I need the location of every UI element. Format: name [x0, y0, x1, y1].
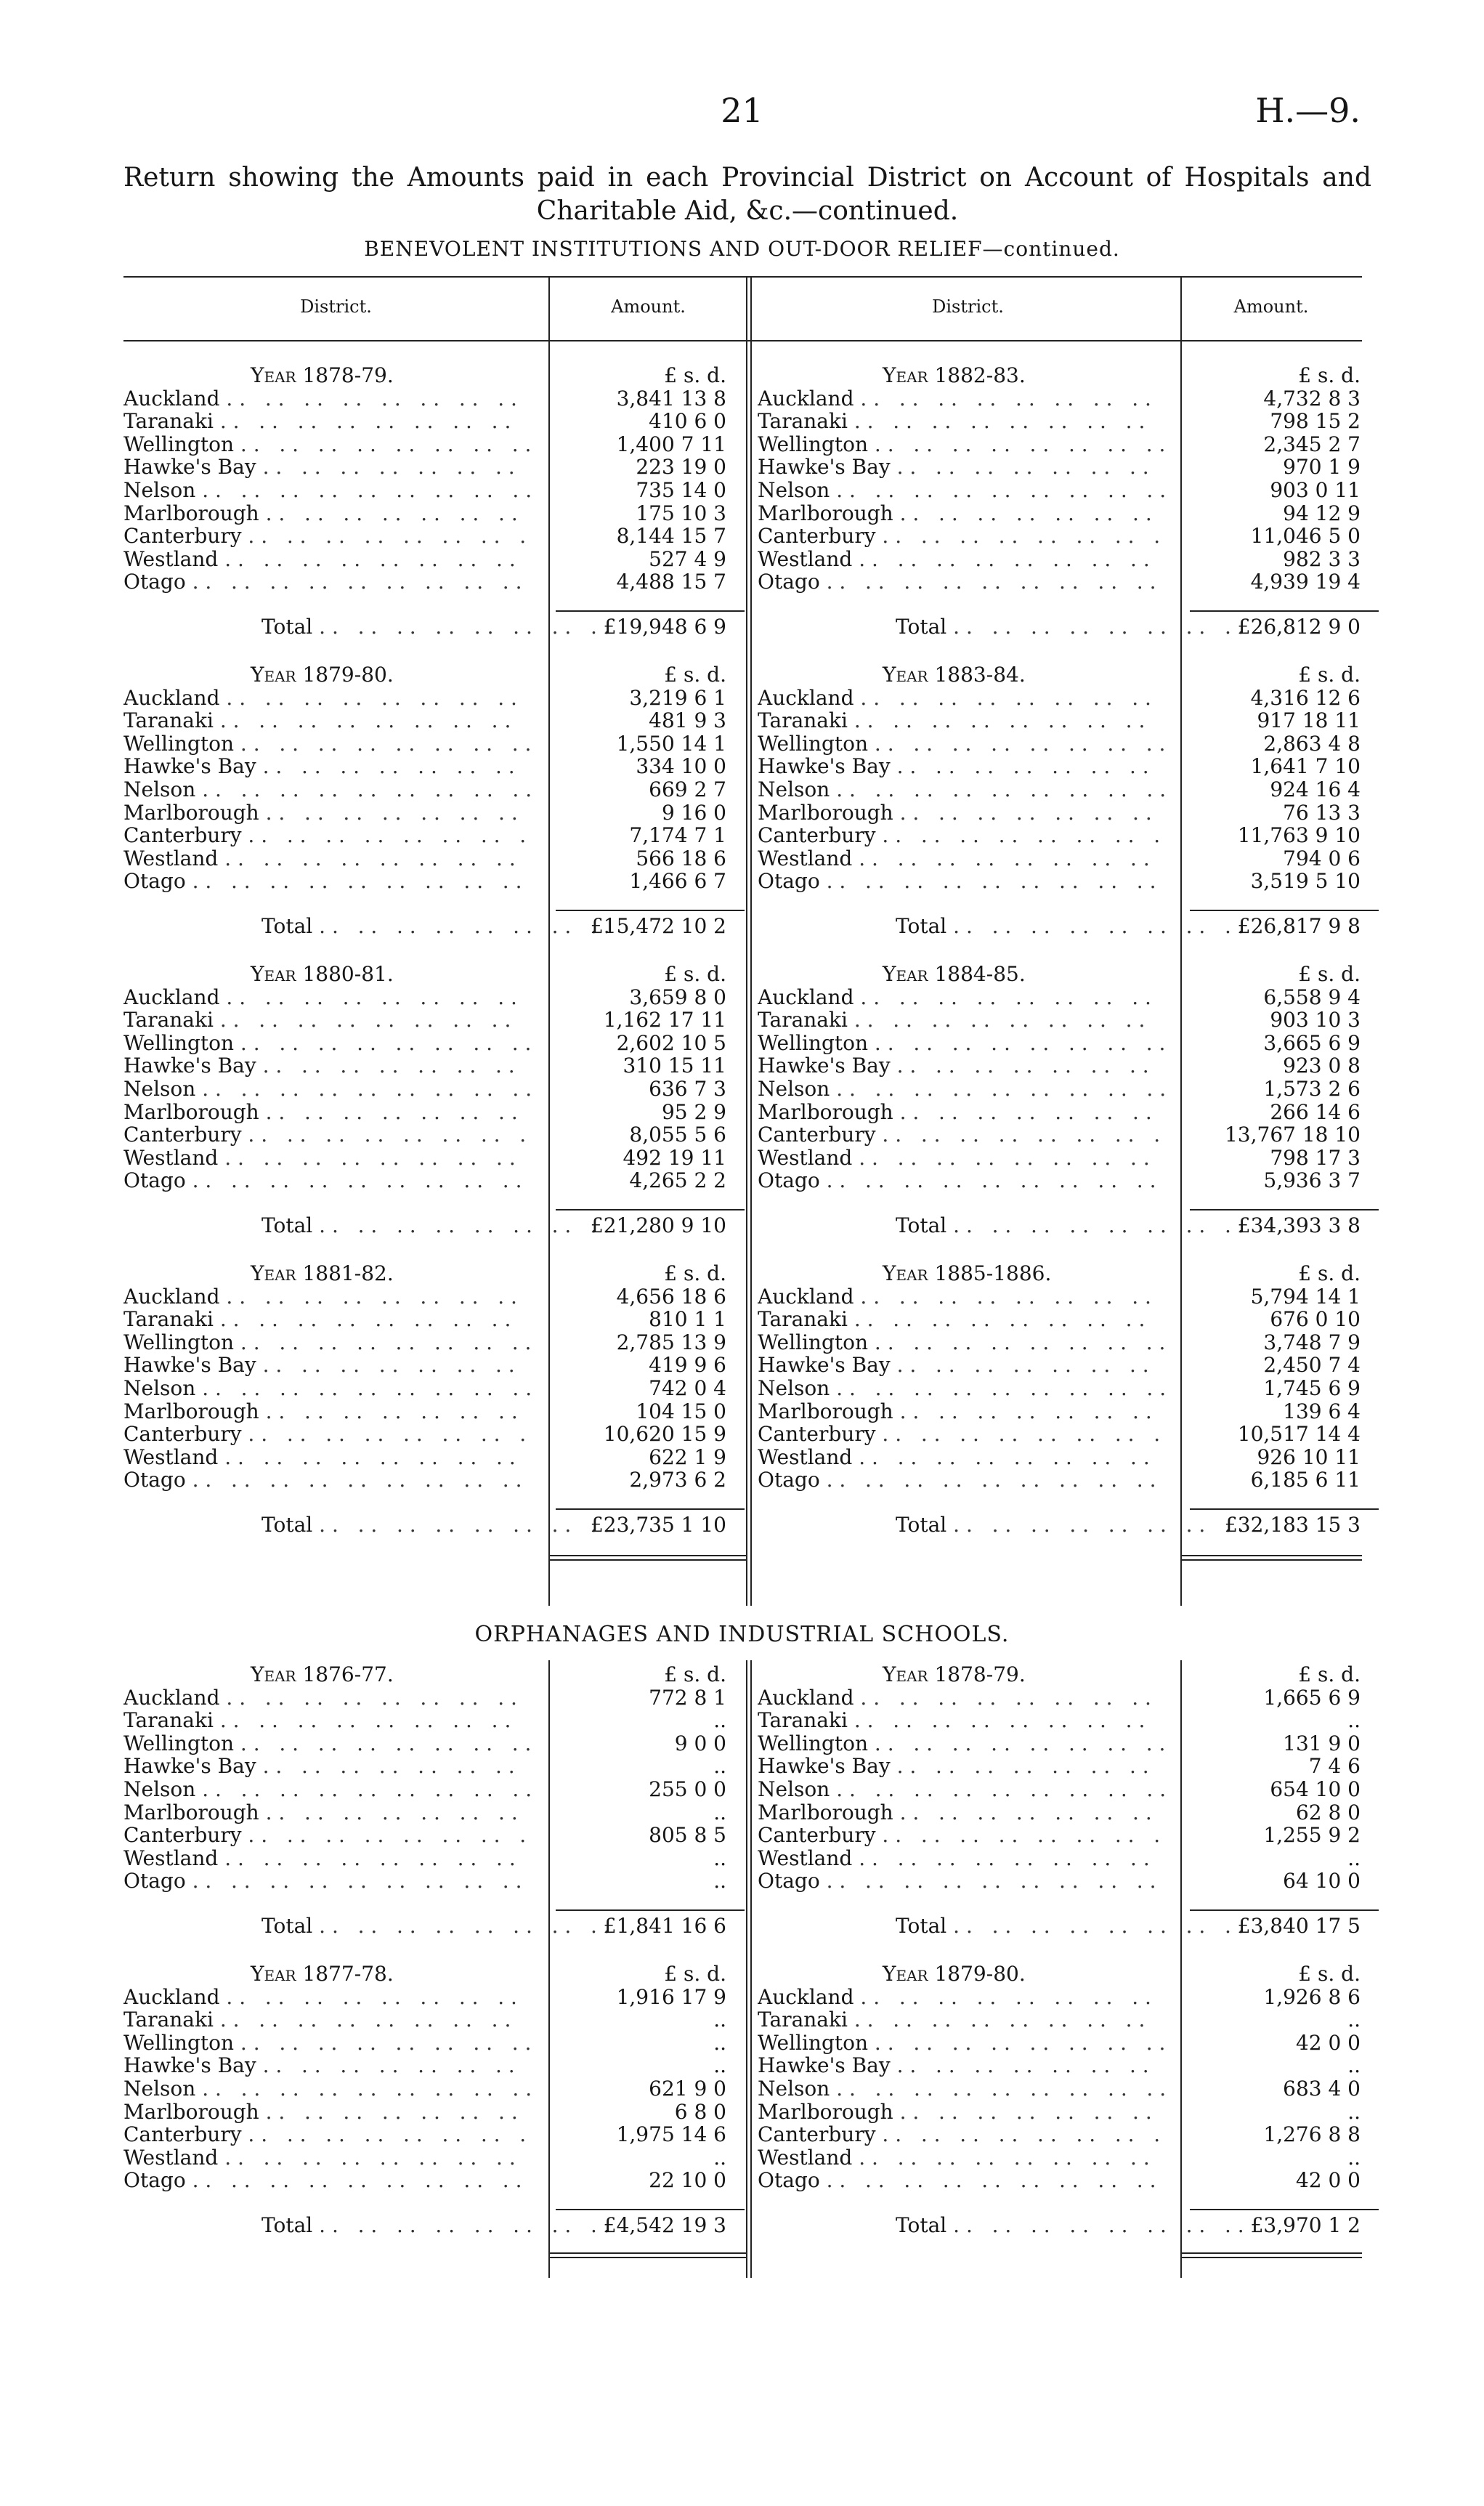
amount-value: 798 17 3: [1270, 1145, 1361, 1170]
total-value: £1,841 16 6: [603, 1914, 726, 1938]
district-name: Auckland . .: [123, 985, 530, 1009]
amount-value: 2,602 10 5: [616, 1030, 726, 1055]
total-rule: [556, 610, 745, 612]
total-rule: [1190, 610, 1379, 612]
district-name: Hawke's Bay . .: [758, 1054, 1164, 1078]
district-name: Nelson . .: [123, 478, 530, 502]
total-rule: [556, 1909, 745, 1911]
amount-value: 255 0 0: [649, 1777, 726, 1801]
district-name: Canterbury . .: [758, 1123, 1164, 1147]
district-name: Marlborough . .: [123, 501, 530, 525]
amount-value: 622 1 9: [649, 1444, 726, 1469]
district-name: Marlborough . .: [123, 801, 530, 825]
district-name: Otago . .: [123, 1869, 530, 1893]
district-name: Wellington . .: [123, 1731, 530, 1755]
district-name: Otago . .: [123, 570, 530, 594]
section-title-benevolent: BENEVOLENT INSTITUTIONS AND OUT-DOOR RELIEF—continued.: [364, 237, 1120, 261]
district-name: Wellington . .: [123, 1330, 530, 1354]
district-name: Otago . .: [758, 1468, 1164, 1492]
district-name: Canterbury . .: [123, 524, 530, 548]
amount-value: 10,517 14 4: [1237, 1422, 1361, 1447]
district-name: Hawke's Bay . .: [758, 754, 1164, 778]
district-name: Nelson . .: [758, 1376, 1164, 1400]
district-name: Hawke's Bay . .: [758, 1754, 1164, 1778]
currency-header: £ s. d.: [1298, 1962, 1361, 1986]
amount-value: 94 12 9: [1283, 501, 1361, 525]
currency-header: £ s. d.: [664, 1261, 726, 1285]
district-name: Taranaki . .: [123, 1307, 530, 1331]
district-name: Hawke's Bay . .: [123, 754, 530, 778]
table-bottom-rule: [548, 1559, 746, 1561]
amount-value: 2,973 6 2: [629, 1468, 726, 1492]
amount-value: 131 9 0: [1283, 1731, 1361, 1755]
district-name: Marlborough . .: [758, 1100, 1164, 1124]
district-name: Marlborough . .: [758, 501, 1164, 525]
table-bottom-rule: [548, 2252, 746, 2254]
amount-value: 6,558 9 4: [1263, 985, 1361, 1009]
amount-value: 7,174 7 1: [629, 823, 726, 848]
district-name: Canterbury . .: [123, 1823, 530, 1847]
col-rule: [750, 276, 752, 1606]
amount-value: 917 18 11: [1257, 708, 1361, 733]
amount-value: 1,926 8 6: [1263, 1984, 1361, 2009]
amount-value: ..: [713, 2145, 726, 2170]
currency-header: £ s. d.: [664, 1962, 726, 1986]
amount-value: 1,162 17 11: [603, 1008, 726, 1032]
district-name: Marlborough . .: [758, 1399, 1164, 1423]
page-title: Return showing the Amounts paid in each Provincial District on Account of Hospitals and Charitable Aid, &c.—continued.: [123, 163, 1371, 226]
table-bottom-rule: [1180, 1559, 1362, 1561]
district-name: Nelson . .: [758, 1077, 1164, 1101]
district-name: Taranaki . .: [758, 409, 1164, 433]
amount-value: 924 16 4: [1270, 777, 1361, 801]
total-rule: [1190, 1508, 1379, 1510]
district-name: Marlborough . .: [123, 2100, 530, 2124]
district-name: Wellington . .: [123, 432, 530, 456]
amount-value: 2,345 2 7: [1263, 432, 1361, 456]
table-bottom-rule: [1180, 2252, 1362, 2254]
amount-value: ..: [713, 2053, 726, 2078]
amount-value: 22 10 0: [649, 2168, 726, 2193]
district-name: Westland . .: [758, 547, 1164, 571]
district-name: Wellington . .: [123, 732, 530, 756]
total-value: £3,970 1 2: [1250, 2213, 1361, 2237]
amount-value: 636 7 3: [649, 1077, 726, 1101]
amount-value: 104 15 0: [636, 1399, 726, 1423]
section-title-orphanages: ORPHANAGES AND INDUSTRIAL SCHOOLS.: [474, 1622, 1010, 1647]
amount-value: 76 13 3: [1283, 800, 1361, 825]
amount-value: 527 4 9: [649, 546, 726, 571]
district-name: Canterbury . .: [758, 524, 1164, 548]
table-bottom-rule: [548, 2257, 746, 2258]
header-amount-right: Amount.: [1233, 296, 1309, 317]
district-name: Canterbury . .: [758, 1422, 1164, 1446]
total-label: Total . .: [261, 1914, 668, 1938]
table-top-rule: [123, 276, 1362, 278]
currency-header: £ s. d.: [1298, 1261, 1361, 1285]
district-name: Otago . .: [758, 570, 1164, 594]
district-name: Auckland . .: [758, 1985, 1164, 2009]
total-rule: [1190, 1909, 1379, 1911]
district-name: Auckland . .: [758, 1686, 1164, 1710]
amount-value: 1,550 14 1: [616, 731, 726, 756]
total-rule: [1190, 2209, 1379, 2210]
amount-value: 492 19 11: [623, 1145, 726, 1170]
district-name: Otago . .: [758, 2168, 1164, 2192]
amount-value: 4,488 15 7: [616, 570, 726, 594]
district-name: Taranaki . .: [758, 2008, 1164, 2032]
col-rule: [750, 1660, 752, 2278]
amount-value: 3,659 8 0: [629, 985, 726, 1009]
district-name: Taranaki . .: [123, 708, 530, 732]
total-label: Total . .: [896, 914, 1302, 938]
amount-value: ..: [1347, 2008, 1361, 2032]
header-district-left: District.: [300, 296, 372, 317]
year-label: Year 1883-84.: [883, 663, 1026, 687]
district-name: Wellington . .: [758, 432, 1164, 456]
district-name: Taranaki . .: [123, 2008, 530, 2032]
table-bottom-rule: [1180, 2257, 1362, 2258]
district-name: Auckland . .: [758, 985, 1164, 1009]
amount-value: 8,144 15 7: [616, 524, 726, 549]
amount-value: 4,656 18 6: [616, 1284, 726, 1309]
district-name: Nelson . .: [758, 1777, 1164, 1801]
currency-header: £ s. d.: [1298, 1662, 1361, 1686]
amount-value: 11,046 5 0: [1250, 524, 1361, 549]
district-name: Otago . .: [758, 869, 1164, 893]
year-label: Year 1884-85.: [883, 962, 1026, 986]
total-label: Total . .: [896, 1213, 1302, 1237]
total-label: Total . .: [261, 2213, 668, 2237]
district-name: Nelson . .: [758, 2077, 1164, 2101]
district-name: Nelson . .: [123, 1077, 530, 1101]
total-value: £26,817 9 8: [1237, 914, 1361, 938]
amount-value: 7 4 6: [1308, 1754, 1361, 1779]
district-name: Wellington . .: [123, 1031, 530, 1055]
district-name: Canterbury . .: [123, 1123, 530, 1147]
district-name: Otago . .: [758, 1168, 1164, 1192]
amount-value: 669 2 7: [649, 777, 726, 801]
amount-value: 2,450 7 4: [1263, 1353, 1361, 1378]
amount-value: 903 0 11: [1270, 478, 1361, 502]
total-rule: [556, 1209, 745, 1210]
district-name: Marlborough . .: [123, 1800, 530, 1824]
district-name: Westland . .: [123, 2146, 530, 2170]
district-name: Westland . .: [123, 846, 530, 870]
total-value: £4,542 19 3: [603, 2213, 726, 2237]
district-name: Wellington . .: [758, 732, 1164, 756]
district-name: Otago . .: [758, 1869, 1164, 1893]
amount-value: 410 6 0: [649, 409, 726, 434]
district-name: Auckland . .: [123, 1686, 530, 1710]
amount-value: 654 10 0: [1270, 1777, 1361, 1801]
amount-value: 621 9 0: [649, 2077, 726, 2101]
amount-value: 310 15 11: [623, 1054, 726, 1078]
district-name: Hawke's Bay . .: [123, 455, 530, 479]
amount-value: 1,745 6 9: [1263, 1376, 1361, 1400]
currency-header: £ s. d.: [664, 663, 726, 687]
table-bottom-rule: [548, 1555, 746, 1556]
district-name: Westland . .: [123, 547, 530, 571]
district-name: Wellington . .: [758, 1731, 1164, 1755]
amount-value: 334 10 0: [636, 754, 726, 779]
amount-value: ..: [713, 1846, 726, 1870]
district-name: Otago . .: [123, 1168, 530, 1192]
amount-value: 1,975 14 6: [616, 2122, 726, 2147]
amount-value: 4,265 2 2: [629, 1168, 726, 1193]
amount-value: ..: [1347, 2099, 1361, 2124]
amount-value: 10,620 15 9: [603, 1422, 726, 1447]
district-name: Hawke's Bay . .: [758, 2053, 1164, 2077]
district-name: Taranaki . .: [758, 1708, 1164, 1732]
district-name: Otago . .: [123, 869, 530, 893]
amount-value: 970 1 9: [1283, 455, 1361, 480]
district-name: Canterbury . .: [123, 2122, 530, 2146]
total-value: £3,840 17 5: [1237, 1914, 1361, 1938]
amount-value: 982 3 3: [1283, 546, 1361, 571]
district-name: Canterbury . .: [758, 823, 1164, 847]
amount-value: 1,641 7 10: [1250, 754, 1361, 779]
total-value: £15,472 10 2: [590, 914, 726, 938]
amount-value: 62 8 0: [1295, 1800, 1361, 1824]
amount-value: 9 16 0: [661, 800, 726, 825]
header-amount-left: Amount.: [611, 296, 686, 317]
amount-value: 266 14 6: [1270, 1099, 1361, 1124]
amount-value: 903 10 3: [1270, 1008, 1361, 1032]
district-name: Westland . .: [123, 1445, 530, 1469]
total-value: £21,280 9 10: [590, 1213, 726, 1237]
currency-header: £ s. d.: [664, 1662, 726, 1686]
district-name: Westland . .: [123, 1146, 530, 1170]
district-name: Wellington . .: [758, 1031, 1164, 1055]
amount-value: ..: [713, 2030, 726, 2055]
district-name: Marlborough . .: [123, 1100, 530, 1124]
page-number: 21: [721, 91, 763, 130]
amount-value: ..: [713, 1869, 726, 1893]
district-name: Canterbury . .: [758, 2122, 1164, 2146]
year-label: Year 1880-81.: [251, 962, 394, 986]
amount-value: 3,665 6 9: [1263, 1030, 1361, 1055]
amount-value: ..: [713, 1708, 726, 1733]
col-rule: [746, 1660, 747, 2278]
amount-value: 1,573 2 6: [1263, 1077, 1361, 1101]
amount-value: 735 14 0: [636, 478, 726, 502]
year-label: Year 1876-77.: [251, 1662, 394, 1686]
district-name: Taranaki . .: [123, 1708, 530, 1732]
table-bottom-rule: [1180, 1555, 1362, 1556]
district-name: Hawke's Bay . .: [123, 1754, 530, 1778]
currency-header: £ s. d.: [1298, 962, 1361, 986]
district-name: Westland . .: [758, 1846, 1164, 1870]
district-name: Hawke's Bay . .: [123, 1054, 530, 1078]
total-label: Total . .: [896, 1513, 1302, 1537]
year-label: Year 1881-82.: [251, 1261, 394, 1285]
currency-header: £ s. d.: [664, 363, 726, 387]
amount-value: 4,316 12 6: [1250, 685, 1361, 710]
district-name: Nelson . .: [123, 777, 530, 801]
amount-value: 5,794 14 1: [1250, 1284, 1361, 1309]
year-label: Year 1878-79.: [883, 1662, 1026, 1686]
amount-value: 1,665 6 9: [1263, 1685, 1361, 1710]
total-rule: [556, 2209, 745, 2210]
amount-value: 3,748 7 9: [1263, 1330, 1361, 1354]
total-value: £34,393 3 8: [1237, 1213, 1361, 1237]
amount-value: 419 9 6: [649, 1353, 726, 1378]
header-district-right: District.: [932, 296, 1004, 317]
amount-value: 683 4 0: [1283, 2077, 1361, 2101]
district-name: Hawke's Bay . .: [123, 1353, 530, 1377]
amount-value: 1,916 17 9: [616, 1984, 726, 2009]
amount-value: 4,939 19 4: [1250, 570, 1361, 594]
col-rule: [746, 276, 747, 1606]
district-name: Taranaki . .: [123, 1008, 530, 1032]
total-rule: [556, 910, 745, 911]
district-name: Westland . .: [758, 1445, 1164, 1469]
amount-value: 798 15 2: [1270, 409, 1361, 434]
district-name: Auckland . .: [123, 1985, 530, 2009]
amount-value: ..: [1347, 1708, 1361, 1733]
district-name: Auckland . .: [123, 387, 530, 411]
year-label: Year 1885-1886.: [883, 1261, 1052, 1285]
district-name: Canterbury . .: [758, 1823, 1164, 1847]
amount-value: 11,763 9 10: [1237, 823, 1361, 848]
district-name: Taranaki . .: [758, 708, 1164, 732]
amount-value: 139 6 4: [1283, 1399, 1361, 1423]
amount-value: 2,863 4 8: [1263, 731, 1361, 756]
total-label: Total . .: [896, 1914, 1302, 1938]
amount-value: 13,767 18 10: [1224, 1123, 1361, 1147]
district-name: Canterbury . .: [123, 1422, 530, 1446]
total-rule: [556, 1508, 745, 1510]
amount-value: 1,466 6 7: [629, 869, 726, 894]
total-rule: [1190, 910, 1379, 911]
district-name: Auckland . .: [758, 686, 1164, 710]
amount-value: 676 0 10: [1270, 1307, 1361, 1332]
district-name: Nelson . .: [123, 1376, 530, 1400]
amount-value: 223 19 0: [636, 455, 726, 480]
amount-value: ..: [713, 1754, 726, 1779]
district-name: Otago . .: [123, 1468, 530, 1492]
district-name: Nelson . .: [123, 2077, 530, 2101]
amount-value: ..: [1347, 2053, 1361, 2078]
year-label: Year 1879-80.: [883, 1962, 1026, 1986]
amount-value: ..: [713, 2008, 726, 2032]
district-name: Otago . .: [123, 2168, 530, 2192]
district-name: Auckland . .: [123, 1285, 530, 1309]
amount-value: 3,519 5 10: [1250, 869, 1361, 894]
amount-value: 42 0 0: [1295, 2168, 1361, 2193]
total-label: Total . .: [896, 615, 1302, 639]
district-name: Canterbury . .: [123, 823, 530, 847]
total-label: Total . .: [261, 615, 668, 639]
amount-value: 8,055 5 6: [629, 1123, 726, 1147]
document-code: H.—9.: [1255, 91, 1361, 130]
total-value: £19,948 6 9: [603, 615, 726, 639]
currency-header: £ s. d.: [1298, 663, 1361, 687]
district-name: Taranaki . .: [758, 1008, 1164, 1032]
year-label: Year 1877-78.: [251, 1962, 394, 1986]
district-name: Wellington . .: [123, 2031, 530, 2055]
total-label: Total . .: [896, 2213, 1302, 2237]
amount-value: ..: [1347, 1846, 1361, 1870]
amount-value: 5,936 3 7: [1263, 1168, 1361, 1193]
year-label: Year 1878-79.: [251, 363, 394, 387]
amount-value: 3,841 13 8: [616, 386, 726, 411]
amount-value: 923 0 8: [1283, 1054, 1361, 1078]
amount-value: 2,785 13 9: [616, 1330, 726, 1354]
district-name: Hawke's Bay . .: [758, 1353, 1164, 1377]
district-name: Marlborough . .: [758, 2100, 1164, 2124]
year-label: Year 1879-80.: [251, 663, 394, 687]
amount-value: 175 10 3: [636, 501, 726, 525]
amount-value: 42 0 0: [1295, 2030, 1361, 2055]
district-name: Westland . .: [758, 1146, 1164, 1170]
district-name: Hawke's Bay . .: [123, 2053, 530, 2077]
district-name: Auckland . .: [758, 1285, 1164, 1309]
district-name: Auckland . .: [758, 387, 1164, 411]
total-value: £32,183 15 3: [1224, 1513, 1361, 1537]
amount-value: 1,400 7 11: [616, 432, 726, 456]
amount-value: 742 0 4: [649, 1376, 726, 1400]
amount-value: 6,185 6 11: [1250, 1468, 1361, 1492]
district-name: Westland . .: [123, 1846, 530, 1870]
district-name: Nelson . .: [123, 1777, 530, 1801]
total-label: Total . .: [261, 1213, 668, 1237]
amount-value: 810 1 1: [649, 1307, 726, 1332]
amount-value: 1,255 9 2: [1263, 1823, 1361, 1848]
total-rule: [1190, 1209, 1379, 1210]
district-name: Wellington . .: [758, 2031, 1164, 2055]
district-name: Marlborough . .: [123, 1399, 530, 1423]
total-value: £26,812 9 0: [1237, 615, 1361, 639]
total-label: Total . .: [261, 914, 668, 938]
amount-value: 4,732 8 3: [1263, 386, 1361, 411]
district-name: Wellington . .: [758, 1330, 1164, 1354]
currency-header: £ s. d.: [664, 962, 726, 986]
amount-value: 772 8 1: [649, 1685, 726, 1710]
amount-value: 794 0 6: [1283, 846, 1361, 870]
district-name: Marlborough . .: [758, 1800, 1164, 1824]
district-name: Marlborough . .: [758, 801, 1164, 825]
district-name: Hawke's Bay . .: [758, 455, 1164, 479]
district-name: Westland . .: [758, 846, 1164, 870]
amount-value: 805 8 5: [649, 1823, 726, 1848]
amount-value: 6 8 0: [674, 2099, 726, 2124]
amount-value: 1,276 8 8: [1263, 2122, 1361, 2147]
currency-header: £ s. d.: [1298, 363, 1361, 387]
district-name: Nelson . .: [758, 777, 1164, 801]
amount-value: ..: [1347, 2145, 1361, 2170]
amount-value: 926 10 11: [1257, 1444, 1361, 1469]
district-name: Westland . .: [758, 2146, 1164, 2170]
amount-value: 3,219 6 1: [629, 685, 726, 710]
amount-value: 95 2 9: [661, 1099, 726, 1124]
district-name: Taranaki . .: [758, 1307, 1164, 1331]
amount-value: 9 0 0: [674, 1731, 726, 1755]
district-name: Auckland . .: [123, 686, 530, 710]
amount-value: 64 10 0: [1283, 1869, 1361, 1893]
amount-value: 566 18 6: [636, 846, 726, 870]
amount-value: ..: [713, 1800, 726, 1824]
total-label: Total . .: [261, 1513, 668, 1537]
district-name: Nelson . .: [758, 478, 1164, 502]
district-name: Taranaki . .: [123, 409, 530, 433]
year-label: Year 1882-83.: [883, 363, 1026, 387]
amount-value: 481 9 3: [649, 708, 726, 733]
total-value: £23,735 1 10: [590, 1513, 726, 1537]
header-bottom-rule: [123, 340, 1362, 341]
